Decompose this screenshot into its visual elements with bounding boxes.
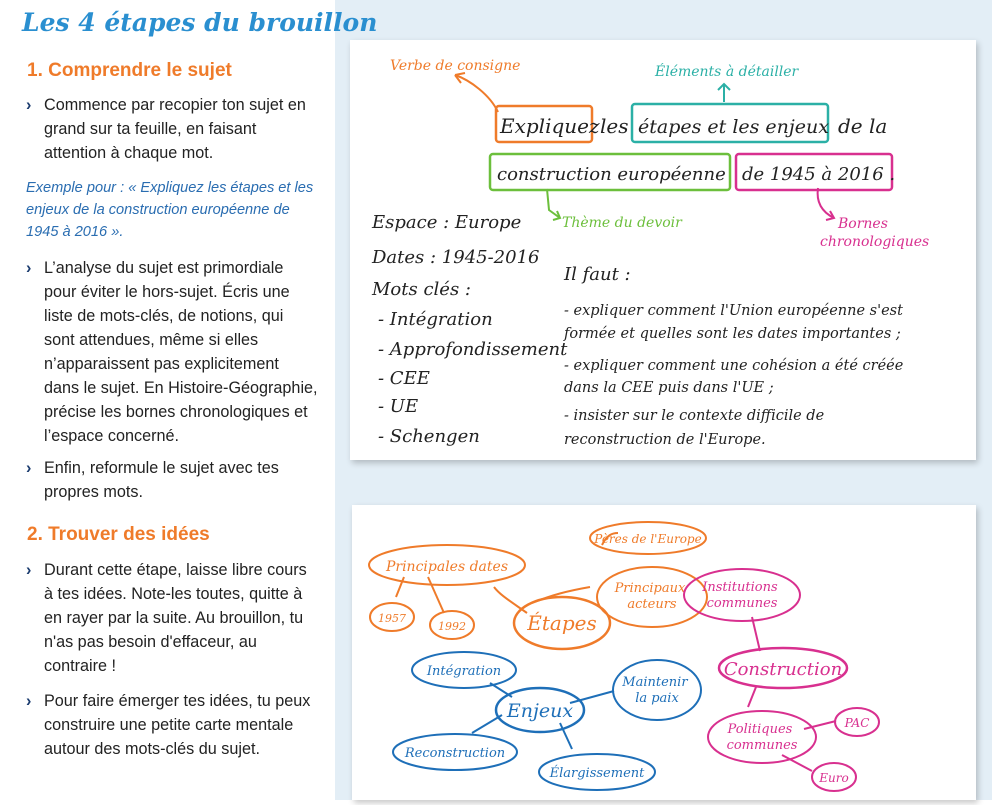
subject-construction: construction européenne (497, 164, 726, 185)
mot-cle-item: - CEE (378, 368, 430, 389)
bubble-institutions (684, 569, 800, 621)
node-line: acteurs (627, 597, 677, 612)
chevron-right-icon: › (26, 692, 32, 710)
node-construction: Construction (723, 659, 843, 680)
bubble-politiques (708, 711, 816, 763)
node-institutions (701, 580, 782, 611)
label-bornes-chronologiques (820, 216, 929, 250)
subject-les: les (600, 114, 629, 138)
left-column (0, 0, 378, 800)
node-line: Maintenir (622, 675, 688, 690)
node-1957: 1957 (378, 612, 406, 625)
il-faut-line: - insister sur le contexte difficile de (564, 408, 825, 424)
node-line: Politiques (727, 722, 793, 737)
page-title: Les 4 étapes du brouillon (22, 8, 378, 37)
node-maintenir-paix (621, 675, 691, 706)
node-principaux-acteurs (614, 581, 690, 612)
label-verbe-consigne: Verbe de consigne (390, 58, 521, 74)
node-etapes: Étapes (527, 611, 597, 635)
connector (428, 577, 444, 613)
mots-cles-title: Mots clés : (372, 279, 471, 300)
bubble-maintenir-paix (613, 660, 701, 720)
chevron-right-icon: › (26, 259, 32, 277)
section1-paragraph-1: › Commence par recopier ton sujet en grand sur ta feuille, en faisant attention à chaque mot. (26, 93, 318, 165)
section2-heading: 2. Trouver des idées (27, 524, 210, 545)
node-line: la paix (635, 691, 679, 706)
node-principales-dates: Principales dates (385, 559, 509, 575)
node-politiques (727, 722, 798, 753)
node-elargissement: Élargissement (549, 766, 645, 781)
section2-paragraph-1: › Durant cette étape, laisse libre cours à tes idées. Note-les toutes, quitte à en rayer par la suite. Au brouillon, tu n'as pas besoin d'effaceur, au contraire ! (26, 558, 318, 678)
il-faut-line: formée et quelles sont les dates importantes ; (564, 326, 901, 342)
node-euro: Euro (819, 771, 849, 785)
section2-paragraph-2: › Pour faire émerger tes idées, tu peux construire une petite carte mentale autour des mots-clés du sujet. (26, 689, 318, 761)
il-faut-line: - expliquer comment une cohésion a été créée (564, 358, 904, 374)
chevron-right-icon: › (26, 561, 32, 579)
mot-cle-item: - UE (378, 396, 419, 417)
il-faut-line: reconstruction de l'Europe. (564, 432, 766, 448)
node-line: Institutions (702, 580, 778, 595)
dates-line: Dates : 1945-2016 (372, 247, 540, 268)
mot-cle-item: - Approfondissement (378, 339, 568, 360)
subject-dates: de 1945 à 2016 . (742, 164, 896, 185)
espace-line: Espace : Europe (372, 212, 522, 233)
label-elements-detailler: Éléments à détailler (655, 64, 799, 80)
section1-paragraph-2: › L’analyse du sujet est primordiale pour éviter le hors-sujet. Écris une liste de mots-clés, de notions, qui sont attendues, même si elles n’apparaissent pas explicitement dans le sujet. En Histoire-Géographie, précise les bornes chronologiques et l’espace concerné. (26, 256, 318, 448)
section1-example: Exemple pour : « Expliquez les étapes et les enjeux de la construction européenne de 1945 à 2016 ». (26, 180, 314, 240)
node-1992: 1992 (438, 620, 466, 633)
section1-heading: 1. Comprendre le sujet (27, 60, 232, 81)
subject-expliquez: Expliquez (500, 114, 600, 138)
mot-cle-item: - Schengen (378, 426, 480, 447)
node-line: communes (726, 738, 798, 753)
node-line: Principaux (614, 581, 686, 596)
subject-analysis-drawing (350, 40, 976, 460)
node-integration: Intégration (426, 664, 502, 679)
section1-paragraph-3: › Enfin, reformule le sujet avec tes propres mots. (26, 456, 318, 504)
label-bornes-line: Bornes (838, 216, 888, 232)
node-pac: PAC (844, 716, 870, 730)
arrow-verbe (455, 75, 498, 112)
il-faut-line: dans la CEE puis dans l'UE ; (564, 380, 774, 396)
connector (752, 617, 760, 651)
label-bornes-line: chronologiques (820, 234, 930, 250)
subject-etapes-enjeux: étapes et les enjeux (638, 116, 830, 138)
chevron-right-icon: › (26, 96, 32, 114)
node-peres: Pères de l'Europe (594, 532, 702, 546)
subject-de-la: de la (838, 114, 888, 138)
subject-analysis-card (350, 40, 976, 460)
mind-map-card (352, 505, 976, 800)
node-reconstruction: Reconstruction (404, 746, 506, 761)
connector (748, 687, 756, 707)
il-faut-title: Il faut : (564, 264, 631, 285)
mind-map-drawing (352, 505, 976, 800)
il-faut-line: - expliquer comment l'Union européenne s'est (564, 303, 903, 319)
mot-cle-item: - Intégration (378, 309, 493, 330)
chevron-right-icon: › (26, 459, 32, 477)
node-enjeux: Enjeux (506, 700, 574, 722)
label-theme-devoir: Thème du devoir (562, 215, 682, 231)
node-line: communes (706, 596, 778, 611)
